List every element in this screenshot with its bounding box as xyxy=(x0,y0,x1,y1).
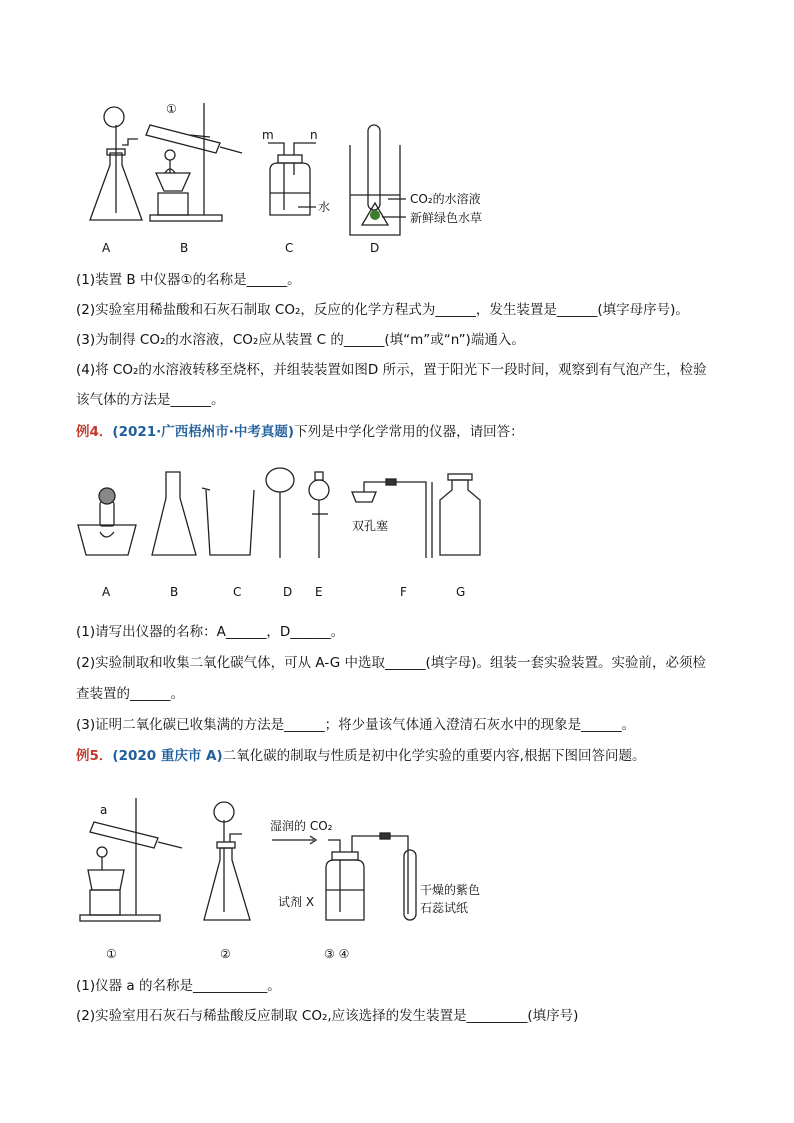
fig2-label-d: D xyxy=(283,585,293,599)
fig2-label-c: C xyxy=(233,585,242,599)
figure-2-instruments xyxy=(70,460,490,605)
fig3-label-a: a xyxy=(100,803,108,817)
fig1-label-b: B xyxy=(180,241,189,255)
example-4-heading xyxy=(76,422,524,442)
fig2-label-a: A xyxy=(102,585,111,599)
question-1-2: (2)实验室用稀盐酸和石灰石制取 CO₂，反应的化学方程式为______，发生装置是______(填字母序号)。 xyxy=(76,302,689,318)
question-1-4-cont: 该气体的方法是______。 xyxy=(76,392,225,408)
question-1-3: (3)为制得 CO₂的水溶液，CO₂应从装置 C 的______(填“m”或“n”)端通入。 xyxy=(76,332,525,348)
question-2-2: (2)实验制取和收集二氧化碳气体，可从 A-G 中选取______(填字母)。组装一套实验装置。实验前，必须检 xyxy=(76,655,707,671)
fig3-litmus-paper: 石蕊试纸 xyxy=(420,901,469,915)
fig3-label-3-4: ③ ④ xyxy=(324,947,350,961)
fig3-moist-co2: 湿润的 CO₂ xyxy=(270,819,333,833)
question-3-2: (2)实验室用石灰石与稀盐酸反应制取 CO₂,应该选择的发生装置是_________(填序号) xyxy=(76,1008,579,1024)
question-1-1: (1)装置 B 中仪器①的名称是______。 xyxy=(76,272,301,288)
example-4-tag: 例4． xyxy=(76,424,113,440)
fig2-two-hole-stopper: 双孔塞 xyxy=(352,519,389,533)
fig1-fresh-grass-label: 新鲜绿色水草 xyxy=(410,211,483,225)
fig2-label-e: E xyxy=(315,585,323,599)
figure-1-apparatus xyxy=(70,95,510,260)
fig3-label-1: ① xyxy=(106,947,117,961)
question-3-1: (1)仪器 a 的名称是___________。 xyxy=(76,978,281,994)
question-2-2-cont: 查装置的______。 xyxy=(76,686,184,702)
example-4-source: (2021·广西梧州市·中考真题) xyxy=(112,424,295,440)
fig3-reagent-x: 试剂 X xyxy=(278,895,315,909)
fig1-label-d: D xyxy=(370,241,380,255)
fig1-co2-solution-label: CO₂的水溶液 xyxy=(410,192,481,206)
example-5-tag: 例5． xyxy=(76,748,113,764)
fig1-label-c: C xyxy=(285,241,294,255)
fig3-label-2: ② xyxy=(220,947,231,961)
fig2-label-b: B xyxy=(170,585,179,599)
fig2-label-f: F xyxy=(400,585,407,599)
fig1-water-label: 水 xyxy=(318,200,331,214)
example-5-source: (2020 重庆市 A) xyxy=(112,748,223,764)
fig1-tube-n: n xyxy=(310,128,318,142)
example-4-text: 下列是中学化学常用的仪器，请回答： xyxy=(294,424,524,440)
fig1-circle-label: ① xyxy=(166,102,177,116)
fig3-dry-purple: 干燥的紫色 xyxy=(420,883,481,897)
question-1-4: (4)将 CO₂的水溶液转移至烧杯，并组装装置如图D 所示，置于阳光下一段时间，观察到有气泡产生，检验 xyxy=(76,362,707,378)
question-2-3: (3)证明二氧化碳已收集满的方法是______；将少量该气体通入澄清石灰水中的现象是______。 xyxy=(76,717,636,733)
figure-3-co2-apparatus xyxy=(70,790,510,970)
example-5-text: 二氧化碳的制取与性质是初中化学实验的重要内容,根据下图回答问题。 xyxy=(222,748,646,764)
fig1-tube-m: m xyxy=(262,128,274,142)
question-2-1: (1)请写出仪器的名称：A______，D______。 xyxy=(76,624,345,640)
example-5-heading xyxy=(76,746,645,766)
fig2-label-g: G xyxy=(456,585,466,599)
fig1-label-a: A xyxy=(102,241,111,255)
